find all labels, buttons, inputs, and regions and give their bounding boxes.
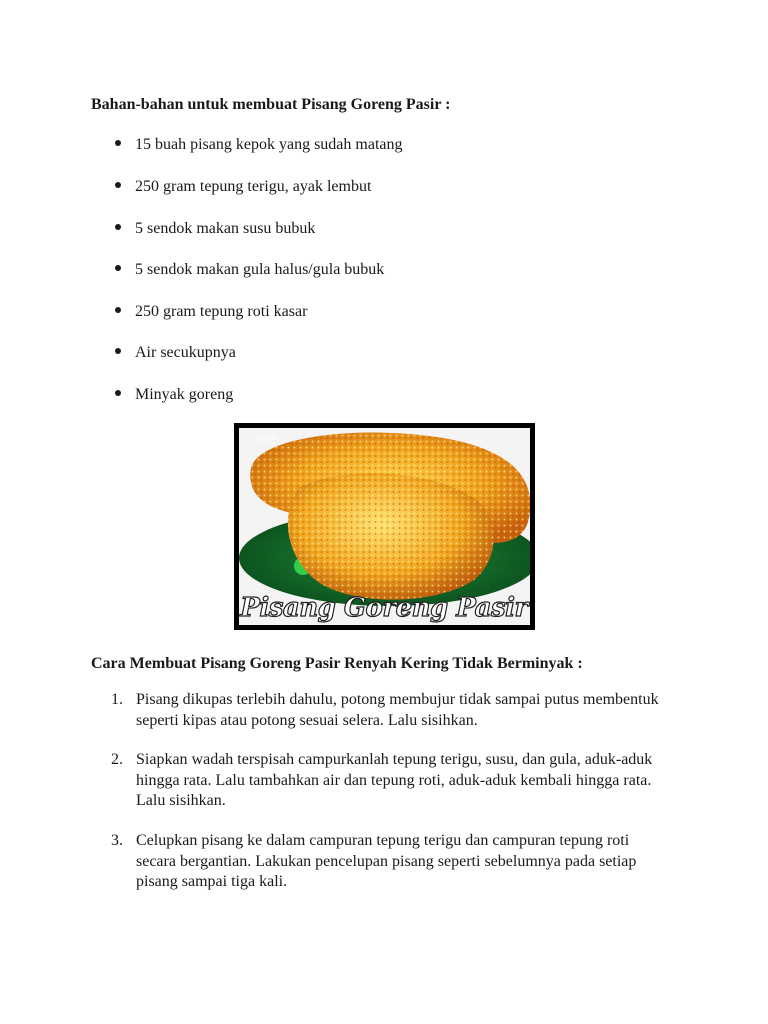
step-text: Siapkan wadah terspisah campurkanlah tepung terigu, susu, dan gula, aduk-aduk hingga rata. Lalu tambahkan air dan tepung roti, aduk-aduk kembali hingga rata. Lalu sisihkan. — [136, 751, 653, 809]
list-item — [115, 385, 233, 405]
photo-watermark: me — [255, 432, 278, 448]
list-item — [111, 690, 671, 731]
bullet-icon — [115, 265, 121, 271]
bullet-icon — [115, 140, 121, 146]
ingredient-text: 250 gram tepung roti kasar — [135, 303, 308, 320]
bullet-icon — [115, 390, 121, 396]
ingredient-text: 5 sendok makan susu bubuk — [135, 220, 316, 237]
bullet-icon — [115, 307, 121, 313]
step-text: Celupkan pisang ke dalam campuran tepung terigu dan campuran tepung roti secara bergantian. Lakukan pencelupan pisang seperti sebelumnya pada setiap pisang sampai tiga kali. — [136, 832, 637, 890]
fried-banana-illustration — [239, 428, 530, 625]
steps-heading: Cara Membuat Pisang Goreng Pasir Renyah Kering Tidak Berminyak : — [91, 655, 583, 672]
recipe-photo — [234, 423, 535, 630]
list-item — [115, 219, 315, 239]
list-item — [111, 831, 671, 893]
list-item — [111, 750, 671, 812]
bullet-icon — [115, 224, 121, 230]
step-text: Pisang dikupas terlebih dahulu, potong membujur tidak sampai putus membentuk seperti kipas atau potong sesuai selera. Lalu sisihkan. — [136, 691, 659, 729]
ingredient-text: Air secukupnya — [135, 344, 236, 361]
ingredient-text: 250 gram tepung terigu, ayak lembut — [135, 178, 372, 195]
photo-caption: Pisang Goreng Pasir — [240, 593, 528, 623]
step-number: 3. — [111, 832, 123, 849]
ingredient-text: 5 sendok makan gula halus/gula bubuk — [135, 261, 385, 278]
list-item — [115, 302, 307, 322]
ingredients-heading: Bahan-bahan untuk membuat Pisang Goreng Pasir : — [91, 96, 451, 113]
list-item — [115, 343, 236, 363]
ingredient-text: Minyak goreng — [135, 386, 234, 403]
list-item — [115, 135, 403, 155]
list-item — [115, 260, 384, 280]
step-number: 1. — [111, 691, 123, 708]
bullet-icon — [115, 348, 121, 354]
ingredient-text: 15 buah pisang kepok yang sudah matang — [135, 136, 403, 153]
list-item — [115, 177, 371, 197]
step-number: 2. — [111, 751, 123, 768]
bullet-icon — [115, 182, 121, 188]
